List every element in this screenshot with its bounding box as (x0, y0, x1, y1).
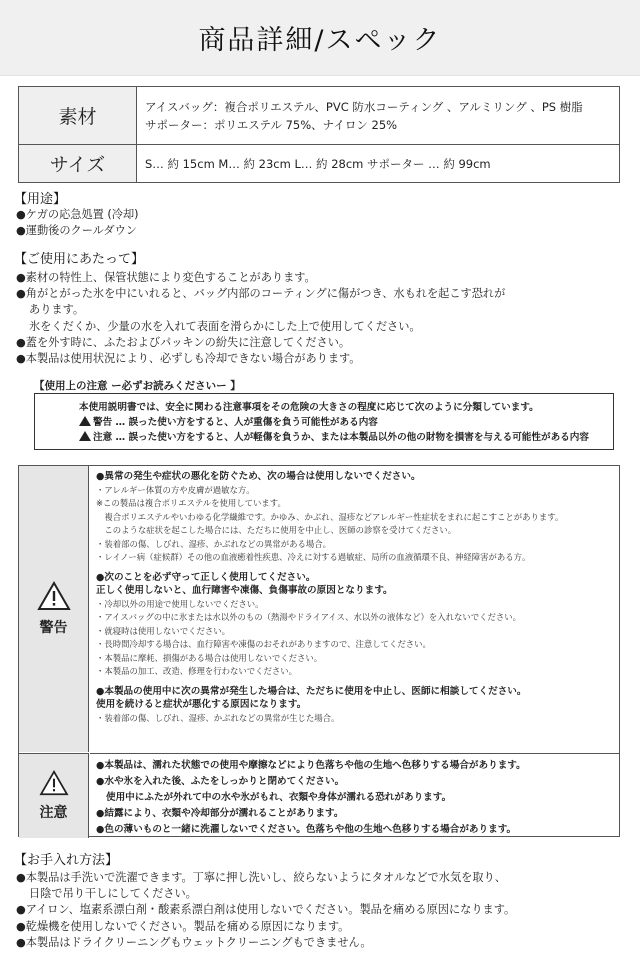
caution-label: 注意 (39, 805, 68, 821)
material-line: サポーター：ポリエステル 75%、ナイロン 25% (145, 117, 398, 132)
notice-caution-row (79, 430, 613, 445)
warning-triangle-icon (79, 416, 91, 426)
warning-item: ・本製品の加工、改造、修理を行わないでください。 (96, 666, 297, 676)
warning-caution-table (18, 465, 620, 837)
list-item: ●本製品は使用状況により、必ずしも冷却できない場合があります。 (16, 352, 361, 366)
page-header (0, 0, 640, 76)
caution-item: ●色の薄いものと一緒に洗濯しないでください。色落ちや他の生地へ色移りする場合があります。 (96, 824, 517, 835)
list-item: あります。 (29, 303, 85, 317)
warning-group-title: ●次のことを必ず守って正しく使用してください。 (96, 571, 316, 583)
caution-item: 使用中にふたが外れて中の水や氷がもれ、衣類や身体が濡れる恐れがあります。 (106, 792, 452, 803)
cautions-title: 【ご使用にあたって】 (14, 252, 145, 267)
list-item: ●ケガの応急処置 (冷却) (16, 208, 139, 221)
notice-box (34, 393, 614, 450)
list-item: ●本製品はドライクリーニングもウェットクリーニングもできません。 (16, 935, 372, 949)
material-value (137, 87, 620, 145)
warning-triangle-icon (37, 581, 71, 611)
list-item: ●素材の特性上、保管状態により変色することがあります。 (16, 271, 316, 284)
warning-group-title: ●本製品の使用中に次の異常が発生した場合は、ただちに使用を中止し、医師に相談してください。 (96, 685, 527, 697)
care-list (16, 870, 515, 951)
list-item: ●アイロン、塩素系漂白剤・酸素系漂白剤は使用しないでください。製品を痛める原因になります。 (16, 903, 516, 917)
warning-item: ・冷却以外の用途で使用しないでください。 (96, 598, 264, 609)
notice-caution-def: 注意 … 誤った使い方をすると、人が軽傷を負うか、または本製品以外の他の財物を損害を与える可能性がある内容 (93, 432, 589, 443)
notice-intro: 本使用説明書では、安全に関わる注意事項をその危険の大きさの程度に応じて次のように分類しています。 (79, 402, 539, 413)
care-title: 【お手入れ方法】 (14, 853, 119, 868)
material-label: 素材 (19, 87, 137, 145)
notice-warning-def: 警告 … 誤った使い方をすると、人が重傷を負う可能性がある内容 (93, 417, 378, 428)
caution-item: ●結露により、衣類や冷却部分が濡れることがあります。 (96, 808, 344, 819)
caution-item: ●本製品は、濡れた状態での使用や摩擦などにより色落ちや他の生地へ色移りする場合があります。 (96, 760, 526, 771)
caution-content (90, 753, 619, 838)
size-value: S… 約 15cm M… 約 23cm L… 約 28cm サポーター … 約 99cm (137, 145, 620, 183)
spec-table (18, 86, 620, 183)
caution-triangle-icon (79, 431, 91, 441)
warning-group-title: ●異常の発生や症状の悪化を防ぐため、次の場合は使用しないでください。 (96, 471, 421, 482)
caution-item: ●水や氷を入れた後、ふたをしっかりと閉めてください。 (96, 776, 345, 787)
list-item: ●運動後のクールダウン (16, 224, 137, 238)
warning-group-sub: 正しく使用しないと、血行障害や凍傷、負傷事故の原因となります。 (96, 585, 393, 596)
caution-label-cell (19, 753, 89, 838)
usage-title: 【用途】 (14, 192, 67, 207)
warning-item: ・アイスバッグの中に氷または水以外のもの（熱湯やドライアイス、水以外の液体など）を入れないでください。 (96, 612, 522, 622)
warning-item: ・本製品に摩耗、損傷がある場合は使用しないでください。 (96, 652, 323, 663)
notice-warning-row (79, 415, 613, 430)
warning-item: ・就寝時は使用しないでください。 (96, 625, 230, 636)
list-item: ●蓋を外す時に、ふたおよびパッキンの紛失に注意してください。 (16, 335, 351, 349)
list-item: ●角がとがった氷を中にいれると、バッグ内部のコーティングに傷がつき、水もれを起こす恐れが (16, 287, 506, 301)
list-item: ●本製品は手洗いで洗濯できます。丁寧に押し洗いし、絞らないようにタオルなどで水気を取り、 (16, 871, 506, 884)
page-title: 商品詳細/スペック (198, 25, 442, 56)
warning-content (90, 466, 619, 752)
warning-item: このような症状を起こした場合には、ただちに使用を中止し、医師の診察を受けてください。 (96, 525, 457, 535)
warning-item: 複合ポリエステルやいわゆる化学繊維です。かゆみ、かぶれ、湿疹などアレルギー性症状をまれに起こすことがあります。 (96, 511, 564, 522)
warning-item: ※この製品は複合ポリエステルを使用しています。 (96, 498, 286, 508)
warning-item: ・装着部の傷、しびれ、湿疹、かぶれなどの異常がある場合。 (96, 538, 332, 549)
warning-group-sub: 使用を続けると症状が悪化する原因になります。 (96, 699, 307, 710)
list-item: 氷をくだくか、少量の水を入れて表面を滑らかにした上で使用してください。 (29, 319, 421, 333)
warning-label-cell (19, 466, 89, 752)
warning-item: ・装着部の傷、しびれ、湿疹、かぶれなどの異常が生じた場合。 (96, 712, 340, 723)
list-item: 日陰で吊り干しにしてください。 (29, 887, 197, 901)
warning-label: 警告 (39, 620, 68, 636)
usage-list (16, 207, 139, 239)
list-item: ●乾燥機を使用しないでください。製品を痛める原因になります。 (16, 919, 350, 933)
material-line: アイスバッグ：複合ポリエステル、PVC 防水コーティング 、アルミリング 、PS 樹脂 (145, 99, 583, 114)
size-label: サイズ (19, 145, 137, 183)
cautions-list (16, 270, 505, 367)
notice-heading: 【使用上の注意 ー必ずお読みくださいー 】 (34, 380, 241, 392)
warning-item: ・レイノー病（症候群）その他の血液癒着性疾患、冷えに対する過敏症、局所の血液循環不良、神経障害がある方。 (96, 552, 531, 562)
caution-triangle-icon (39, 770, 69, 796)
warning-item: ・アレルギー体質の方や皮膚が過敏な方。 (96, 484, 255, 495)
warning-item: ・長時間冷却する場合は、血行障害や凍傷のおそれがありますので、注意してください。 (96, 639, 431, 649)
